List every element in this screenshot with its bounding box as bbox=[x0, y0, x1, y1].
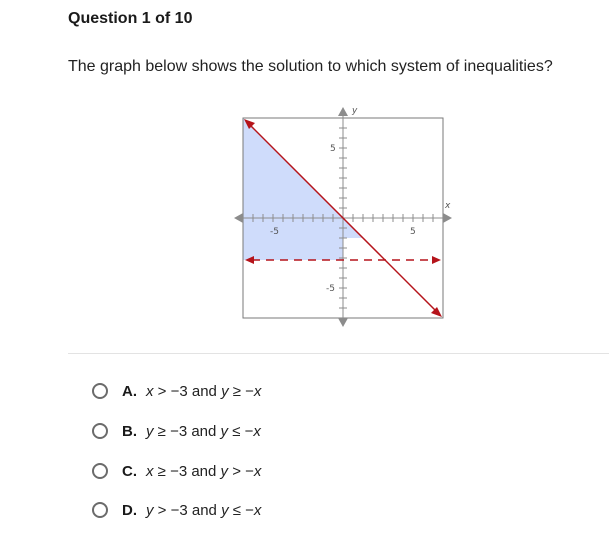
option-text: y > −3 and y ≤ −x bbox=[146, 501, 262, 519]
radio-button[interactable] bbox=[92, 383, 108, 399]
radio-button[interactable] bbox=[92, 423, 108, 439]
option-b[interactable] bbox=[90, 416, 350, 446]
x-tick-label-pos: 5 bbox=[410, 227, 416, 237]
option-letter: B. bbox=[122, 422, 137, 440]
y-axis-down-arrow bbox=[338, 318, 348, 327]
section-divider bbox=[68, 353, 609, 354]
option-text: x > −3 and y ≥ −x bbox=[146, 382, 262, 400]
option-text: x ≥ −3 and y > −x bbox=[146, 462, 262, 480]
option-a[interactable] bbox=[90, 376, 350, 406]
option-d[interactable] bbox=[90, 495, 350, 525]
y-axis-up-arrow bbox=[338, 107, 348, 116]
dashed-line-right-arrow bbox=[432, 256, 441, 264]
x-axis-left-arrow bbox=[234, 213, 243, 223]
option-letter: C. bbox=[122, 462, 137, 480]
option-letter: A. bbox=[122, 382, 137, 400]
x-axis-right-arrow bbox=[443, 213, 452, 223]
option-letter: D. bbox=[122, 501, 137, 519]
option-text: y ≥ −3 and y ≤ −x bbox=[146, 422, 261, 440]
option-c[interactable] bbox=[90, 456, 350, 486]
inequality-graph bbox=[230, 104, 460, 332]
y-tick-label-neg: -5 bbox=[326, 284, 335, 294]
y-axis-label: y bbox=[352, 106, 358, 116]
solution-region-fill bbox=[243, 118, 343, 260]
question-header: Question 1 of 10 bbox=[68, 10, 193, 27]
x-axis-label: x bbox=[445, 201, 451, 211]
radio-button[interactable] bbox=[92, 463, 108, 479]
y-tick-label-pos: 5 bbox=[330, 144, 336, 154]
radio-button[interactable] bbox=[92, 502, 108, 518]
x-tick-label-neg: -5 bbox=[270, 227, 279, 237]
question-prompt: The graph below shows the solution to which system of inequalities? bbox=[68, 58, 553, 75]
